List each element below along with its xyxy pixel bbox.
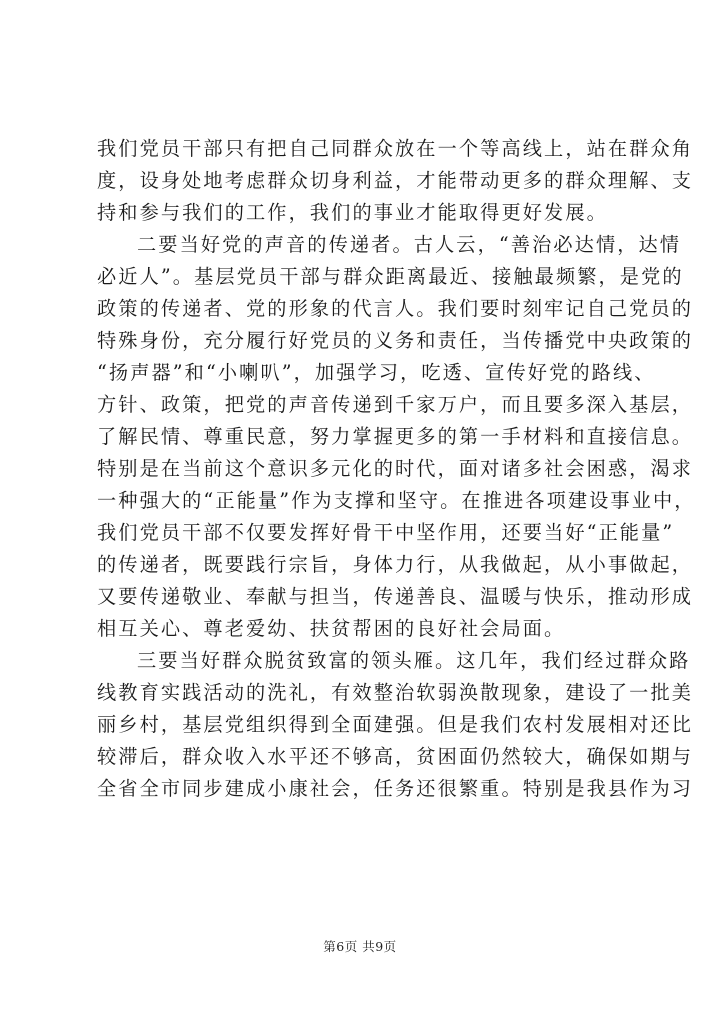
text-line: 一种强大的“正能量”作为支撑和坚守。在推进各项建设事业中， bbox=[97, 489, 696, 512]
document-body bbox=[97, 133, 696, 805]
text-line: 特殊身份，充分履行好党员的义务和责任，当传播党中央政策的 bbox=[97, 329, 694, 352]
text-line: 必近人”。基层党员干部与群众距离最近、接触最频繁，是党的 bbox=[97, 265, 684, 288]
text-line: 线教育实践活动的洗礼，有效整治软弱涣散现象，建设了一批美 bbox=[97, 681, 694, 704]
text-line: 政策的传递者、党的形象的代言人。我们要时刻牢记自己党员的 bbox=[97, 297, 694, 320]
text-line: 了解民情、尊重民意，努力掌握更多的第一手材料和直接信息。 bbox=[97, 425, 694, 448]
text-line: 特别是在当前这个意识多元化的时代，面对诸多社会困惑，渴求 bbox=[97, 457, 694, 480]
text-line: 又要传递敬业、奉献与担当，传递善良、温暖与快乐，推动形成 bbox=[97, 585, 694, 608]
text-line: 较滞后，群众收入水平还不够高，贫困面仍然较大，确保如期与 bbox=[97, 745, 694, 768]
paragraph-start-line: 三要当好群众脱贫致富的领头雁。这几年，我们经过群众路 bbox=[137, 649, 691, 672]
text-line: 我们党员干部只有把自己同群众放在一个等高线上，站在群众角 bbox=[97, 137, 694, 160]
text-line: 的传递者，既要践行宗旨，身体力行，从我做起，从小事做起， bbox=[97, 553, 694, 576]
page-number-footer: 第6页 共9页 bbox=[323, 939, 397, 954]
text-line: “扬声器”和“小喇叭”，加强学习，吃透、宣传好党的路线、 bbox=[97, 361, 656, 384]
text-line: 丽乡村，基层党组织得到全面建强。但是我们农村发展相对还比 bbox=[97, 713, 694, 736]
text-line: 持和参与我们的工作，我们的事业才能取得更好发展。 bbox=[97, 201, 608, 224]
text-line: 度，设身处地考虑群众切身利益，才能带动更多的群众理解、支 bbox=[97, 169, 694, 192]
text-line: 相互关心、尊老爱幼、扶贫帮困的良好社会局面。 bbox=[97, 617, 566, 640]
text-line: 我们党员干部不仅要发挥好骨干中坚作用，还要当好“正能量” bbox=[97, 521, 675, 544]
text-line: 方针、政策，把党的声音传递到千家万户，而且要多深入基层， bbox=[97, 393, 694, 416]
paragraph-start-line: 二要当好党的声音的传递者。古人云，“善治必达情，达情 bbox=[137, 233, 682, 256]
text-line: 全省全市同步建成小康社会，任务还很繁重。特别是我县作为习 bbox=[97, 777, 694, 800]
